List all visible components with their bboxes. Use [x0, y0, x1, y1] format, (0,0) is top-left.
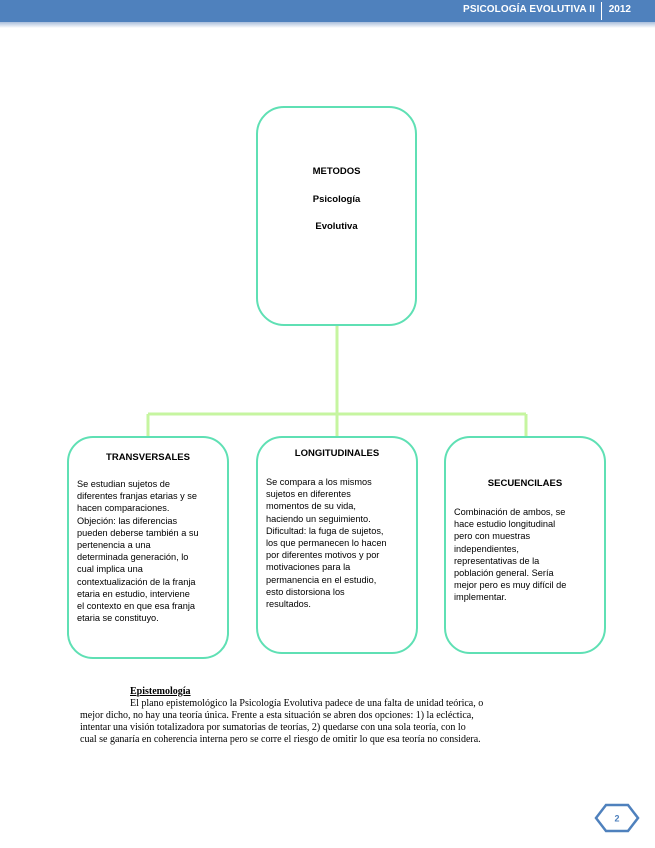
text-line: pueden deberse también a su — [77, 527, 199, 538]
header-year: 2012 — [608, 4, 631, 15]
metodos-title: METODOS — [312, 166, 361, 177]
metodos-subtitle-2: Evolutiva — [315, 221, 358, 232]
header-title: PSICOLOGÍA EVOLUTIVA II — [463, 4, 595, 15]
epistemologia-heading: Epistemología — [130, 686, 191, 697]
longitudinales-text — [266, 476, 410, 610]
diagram-box-secuenciales — [444, 436, 606, 654]
text-line: esto distorsiona los — [266, 586, 345, 597]
text-line: Se compara a los mismos — [266, 477, 372, 487]
text-line: hace estudio longitudinal — [454, 519, 556, 530]
paragraph-line: intentar una visión totalizadora por sumatorias de teorías, 2) quedarse con una sola teoría, con lo — [80, 722, 466, 733]
text-line: momentos de su vida, — [266, 501, 356, 512]
text-line: pertenencia a una — [77, 540, 151, 551]
text-line: motivaciones para la — [266, 562, 351, 573]
text-line: diferentes franjas etarias y se — [77, 491, 198, 502]
text-line: sujetos en diferentes — [266, 489, 351, 500]
text-line: etaria en estudio, interviene — [77, 588, 190, 599]
paragraph-line: mejor dicho, no hay una teoría única. Frente a esta situación se abren dos opciones: 1) la ecléctica, — [80, 710, 474, 721]
text-line: resultados. — [266, 599, 311, 610]
secuenciales-title: SECUENCILAES — [487, 478, 563, 489]
text-line: mejor pero es muy difícil de — [454, 580, 567, 591]
transversales-text — [77, 478, 221, 624]
text-line: independientes, — [454, 543, 519, 554]
text-line: los que permanecen lo hacen — [266, 538, 387, 549]
text-line: implementar. — [454, 592, 507, 603]
longitudinales-title: LONGITUDINALES — [294, 448, 380, 459]
page-number-badge — [594, 803, 640, 833]
text-line: el contexto en que esa franja — [77, 601, 195, 612]
paragraph-line: cual se ganaría en coherencia interna pero se corre el riesgo de omitir lo que esa teoría no considera. — [80, 734, 481, 745]
text-line: Dificultad: la fuga de sujetos, — [266, 525, 384, 536]
metodos-subtitle-1: Psicología — [312, 194, 361, 205]
text-line: hacen comparaciones. — [77, 503, 170, 514]
text-line: cual implica una — [77, 564, 143, 575]
secuenciales-text — [454, 506, 598, 604]
text-line: contextualización de la franja — [77, 576, 196, 587]
text-line: etaria se constituyo. — [77, 613, 159, 624]
text-line: determinada generación, lo — [77, 552, 189, 563]
transversales-title: TRANSVERSALES — [106, 452, 190, 463]
text-line: permanencia en el estudio, — [266, 574, 377, 585]
diagram-box-metodos — [256, 106, 417, 326]
text-line: haciendo un seguimiento. — [266, 513, 371, 524]
text-line: población general. Sería — [454, 568, 554, 579]
text-line: Objeción: las diferencias — [77, 515, 178, 526]
text-line: representativas de la — [454, 555, 540, 566]
text-line: Combinación de ambos, se — [454, 507, 566, 517]
paragraph-line: El plano epistemológico la Psicología Evolutiva padece de una falta de unidad teórica, o — [130, 698, 484, 709]
page-number: 2 — [614, 813, 620, 824]
text-line: por diferentes motivos y por — [266, 550, 380, 561]
diagram-box-transversales — [67, 436, 229, 659]
text-line: Se estudian sujetos de — [77, 479, 170, 489]
text-line: pero con muestras — [454, 531, 531, 542]
diagram-box-longitudinales — [256, 436, 418, 654]
